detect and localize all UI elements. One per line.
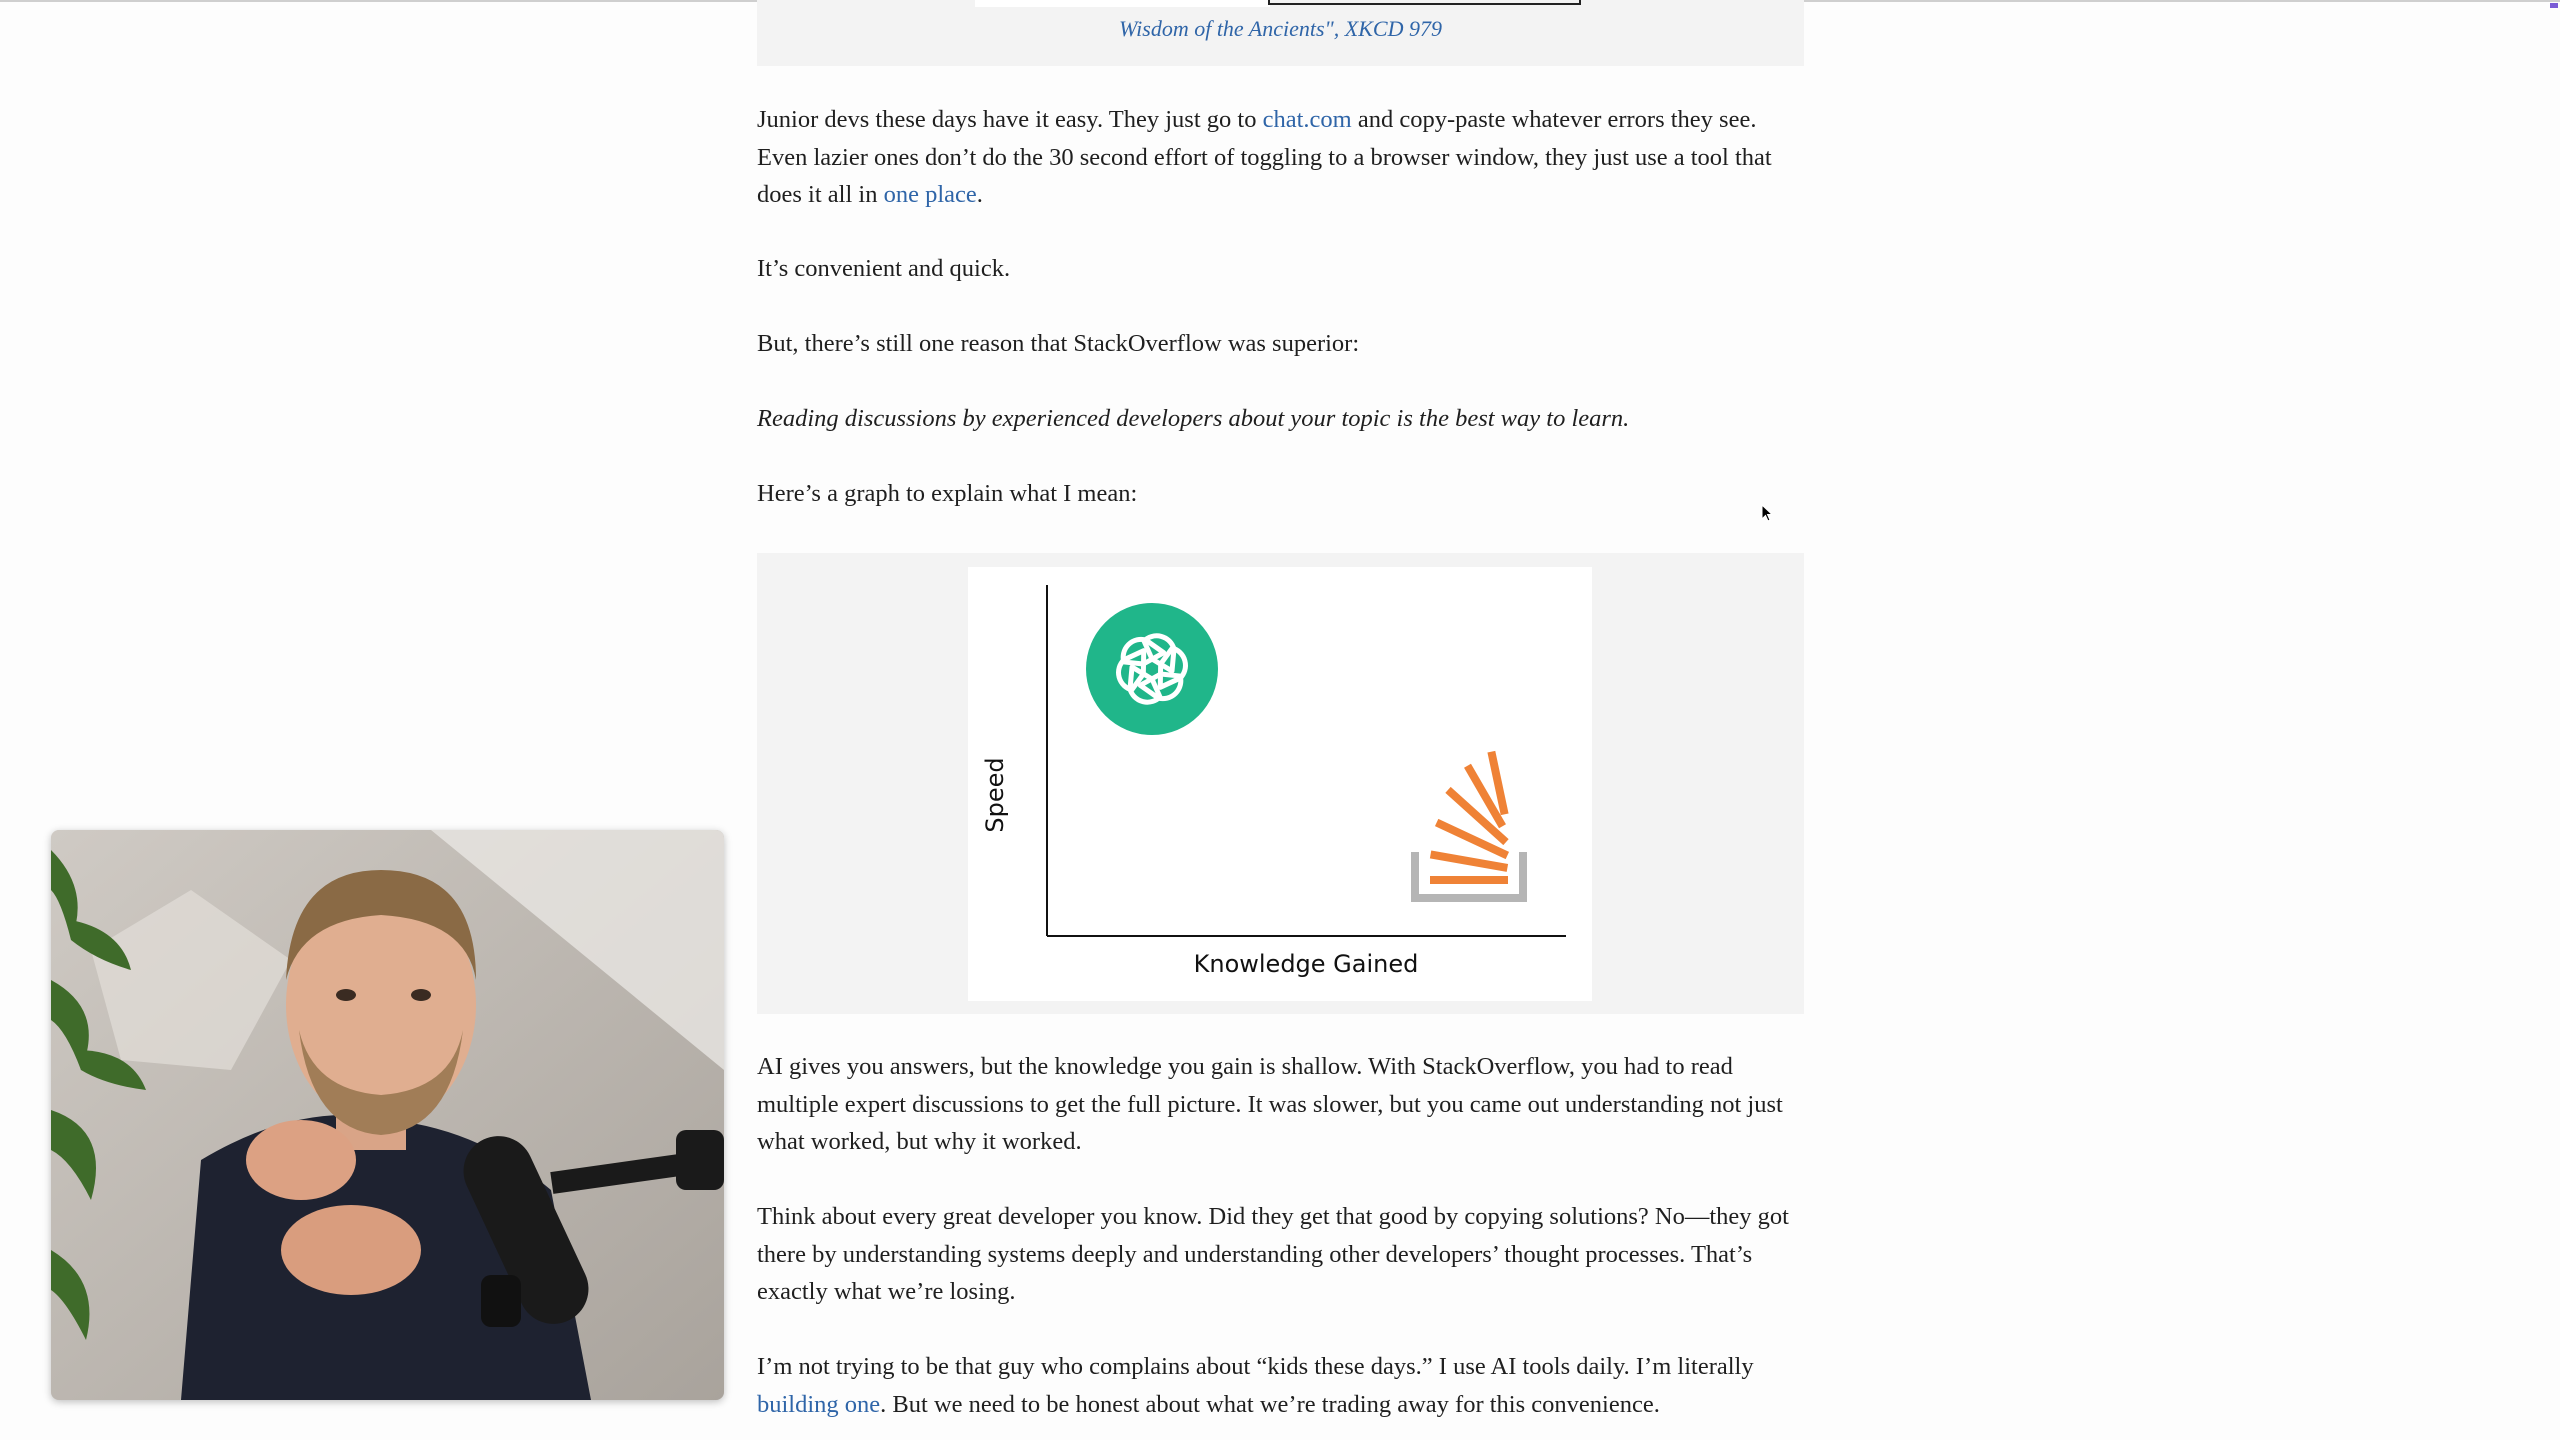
xkcd-caption-link[interactable]: Wisdom of the Ancients", XKCD 979 (1119, 16, 1442, 41)
one-place-link[interactable]: one place (883, 181, 977, 208)
paragraph-ai-answers: AI gives you answers, but the knowledge you gain is shallow. With StackOverflow, you had to read multiple expert discussions to get the full picture. It was slower, but you came out understanding not just what worked, but why it worked. (757, 1053, 1783, 1155)
paragraph-reading-discussions (757, 400, 1804, 438)
graph-card (968, 567, 1592, 1001)
paragraph-graph-intro: Here’s a graph to explain what I mean: (757, 480, 1138, 507)
speed-knowledge-graph (968, 567, 1592, 1001)
graph-figure (757, 553, 1804, 1014)
paragraph-great-developer: Think about every great developer you know. Did they get that good by copying solutions? No—they got there by understanding systems deeply and understanding other developers’ thought processes. That’s exactly what we’re losing. (757, 1203, 1789, 1305)
presenter-webcam-icon (51, 830, 724, 1400)
chatgpt-icon (1086, 603, 1218, 735)
paragraph-stackoverflow-superior: But, there’s still one reason that StackOverflow was superior: (757, 330, 1360, 357)
paragraph-not-that-guy (757, 1348, 1804, 1423)
paragraph-text: I’m not trying to be that guy who complains about “kids these days.” I use AI tools daily. I’m literally (757, 1353, 1754, 1380)
paragraph-junior-devs (757, 101, 1804, 214)
paragraph-convenient: It’s convenient and quick. (757, 255, 1011, 282)
paragraph-text: and copy-paste whatever errors they see. Even lazier ones don’t do the 30 second effort of toggling to a browser window, they just use a tool that does it all in (757, 106, 1772, 208)
xkcd-image-edge (975, 0, 1270, 7)
xkcd-image-frame (1268, 0, 1581, 5)
mouse-cursor-icon (1761, 504, 1773, 522)
chat-com-link[interactable]: chat.com (1262, 106, 1352, 133)
x-axis-label: Knowledge Gained (1193, 950, 1419, 978)
paragraph-text: Junior devs these days have it easy. They just go to (757, 106, 1263, 133)
italic-quote: Reading discussions by experienced developers about your topic is the best way to learn. (757, 405, 1630, 432)
webcam-overlay (51, 830, 724, 1400)
building-one-link[interactable]: building one (757, 1390, 881, 1418)
paragraph-text: . But we need to be honest about what we’re trading away for this convenience. (880, 1390, 1660, 1418)
y-axis-label: Speed (981, 757, 1009, 833)
corner-indicator (2550, 3, 2558, 8)
stackoverflow-icon (1415, 751, 1523, 898)
xkcd-figure (757, 0, 1804, 66)
paragraph-text: . (976, 181, 983, 208)
